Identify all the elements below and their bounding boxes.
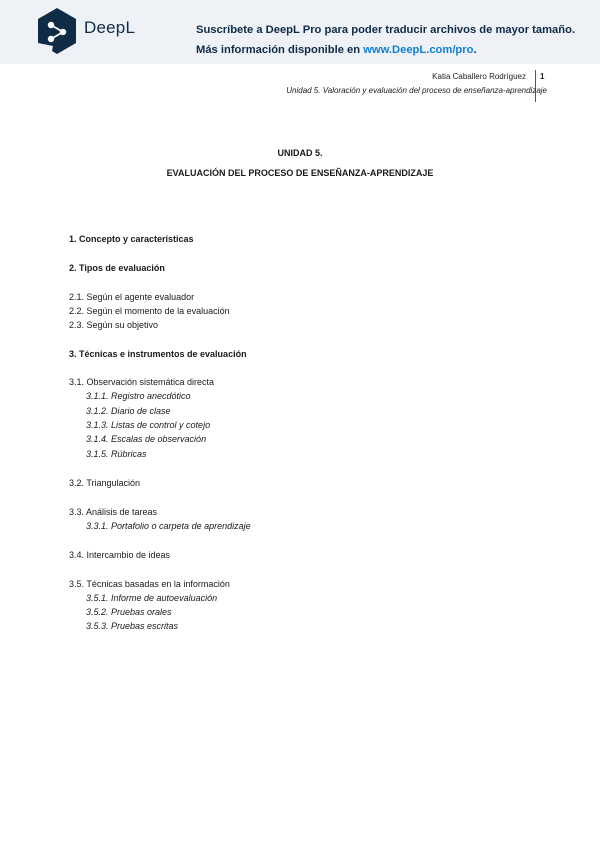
promo-line-2 [196, 40, 575, 60]
deepl-promo-banner [0, 0, 600, 64]
document-subtitle: EVALUACIÓN DEL PROCESO DE ENSEÑANZA-APRENDIZAJE [166, 168, 434, 178]
toc-item: 3.1.4. Escalas de observación [86, 434, 207, 444]
toc-item: 3.5.3. Pruebas escritas [86, 621, 179, 631]
promo-line-1: Suscríbete a DeepL Pro para poder traducir archivos de mayor tamaño. [196, 24, 576, 36]
toc-item: 3.2. Triangulación [69, 478, 141, 488]
toc-item: 3.1.2. Diario de clase [86, 406, 171, 416]
header-author: Katia Caballero Rodríguez [432, 72, 526, 81]
deepl-pro-link[interactable]: www.DeepL.com/pro [363, 44, 474, 56]
toc-item: 3.1.3. Listas de control y cotejo [86, 420, 211, 430]
promo-text [196, 20, 575, 60]
header-unit-title: Unidad 5. Valoración y evaluación del proceso de enseñanza-aprendizaje [286, 86, 547, 95]
toc-item: 3. Técnicas e instrumentos de evaluación [69, 349, 247, 359]
deepl-brand-name: DeepL [84, 18, 136, 37]
toc-item: 3.1.5. Rúbricas [86, 449, 147, 459]
toc-item: 3.3. Análisis de tareas [69, 507, 158, 517]
toc-item: 2.3. Según su objetivo [69, 320, 159, 330]
toc-item: 3.3.1. Portafolio o carpeta de aprendizaje [86, 521, 251, 531]
toc-item: 2.2. Según el momento de la evaluación [69, 306, 230, 316]
toc-item: 3.1. Observación sistemática directa [69, 377, 215, 387]
toc-item: 3.5. Técnicas basadas en la información [69, 579, 230, 589]
toc-item: 3.5.2. Pruebas orales [86, 607, 172, 617]
toc-item: 3.4. Intercambio de ideas [69, 550, 171, 560]
deepl-logo-icon [36, 7, 78, 55]
toc-item: 3.1.1. Registro anecdótico [86, 391, 191, 401]
page-number: 1 [540, 72, 545, 81]
toc-item: 2. Tipos de evaluación [69, 263, 165, 273]
toc-item: 1. Concepto y características [69, 234, 194, 244]
toc-item: 3.5.1. Informe de autoevaluación [86, 593, 218, 603]
toc-item: 2.1. Según el agente evaluador [69, 292, 195, 302]
promo-line-2-prefix: Más información disponible en [196, 44, 364, 56]
document-title: UNIDAD 5. [277, 148, 323, 158]
promo-line-2-suffix: . [473, 44, 477, 56]
